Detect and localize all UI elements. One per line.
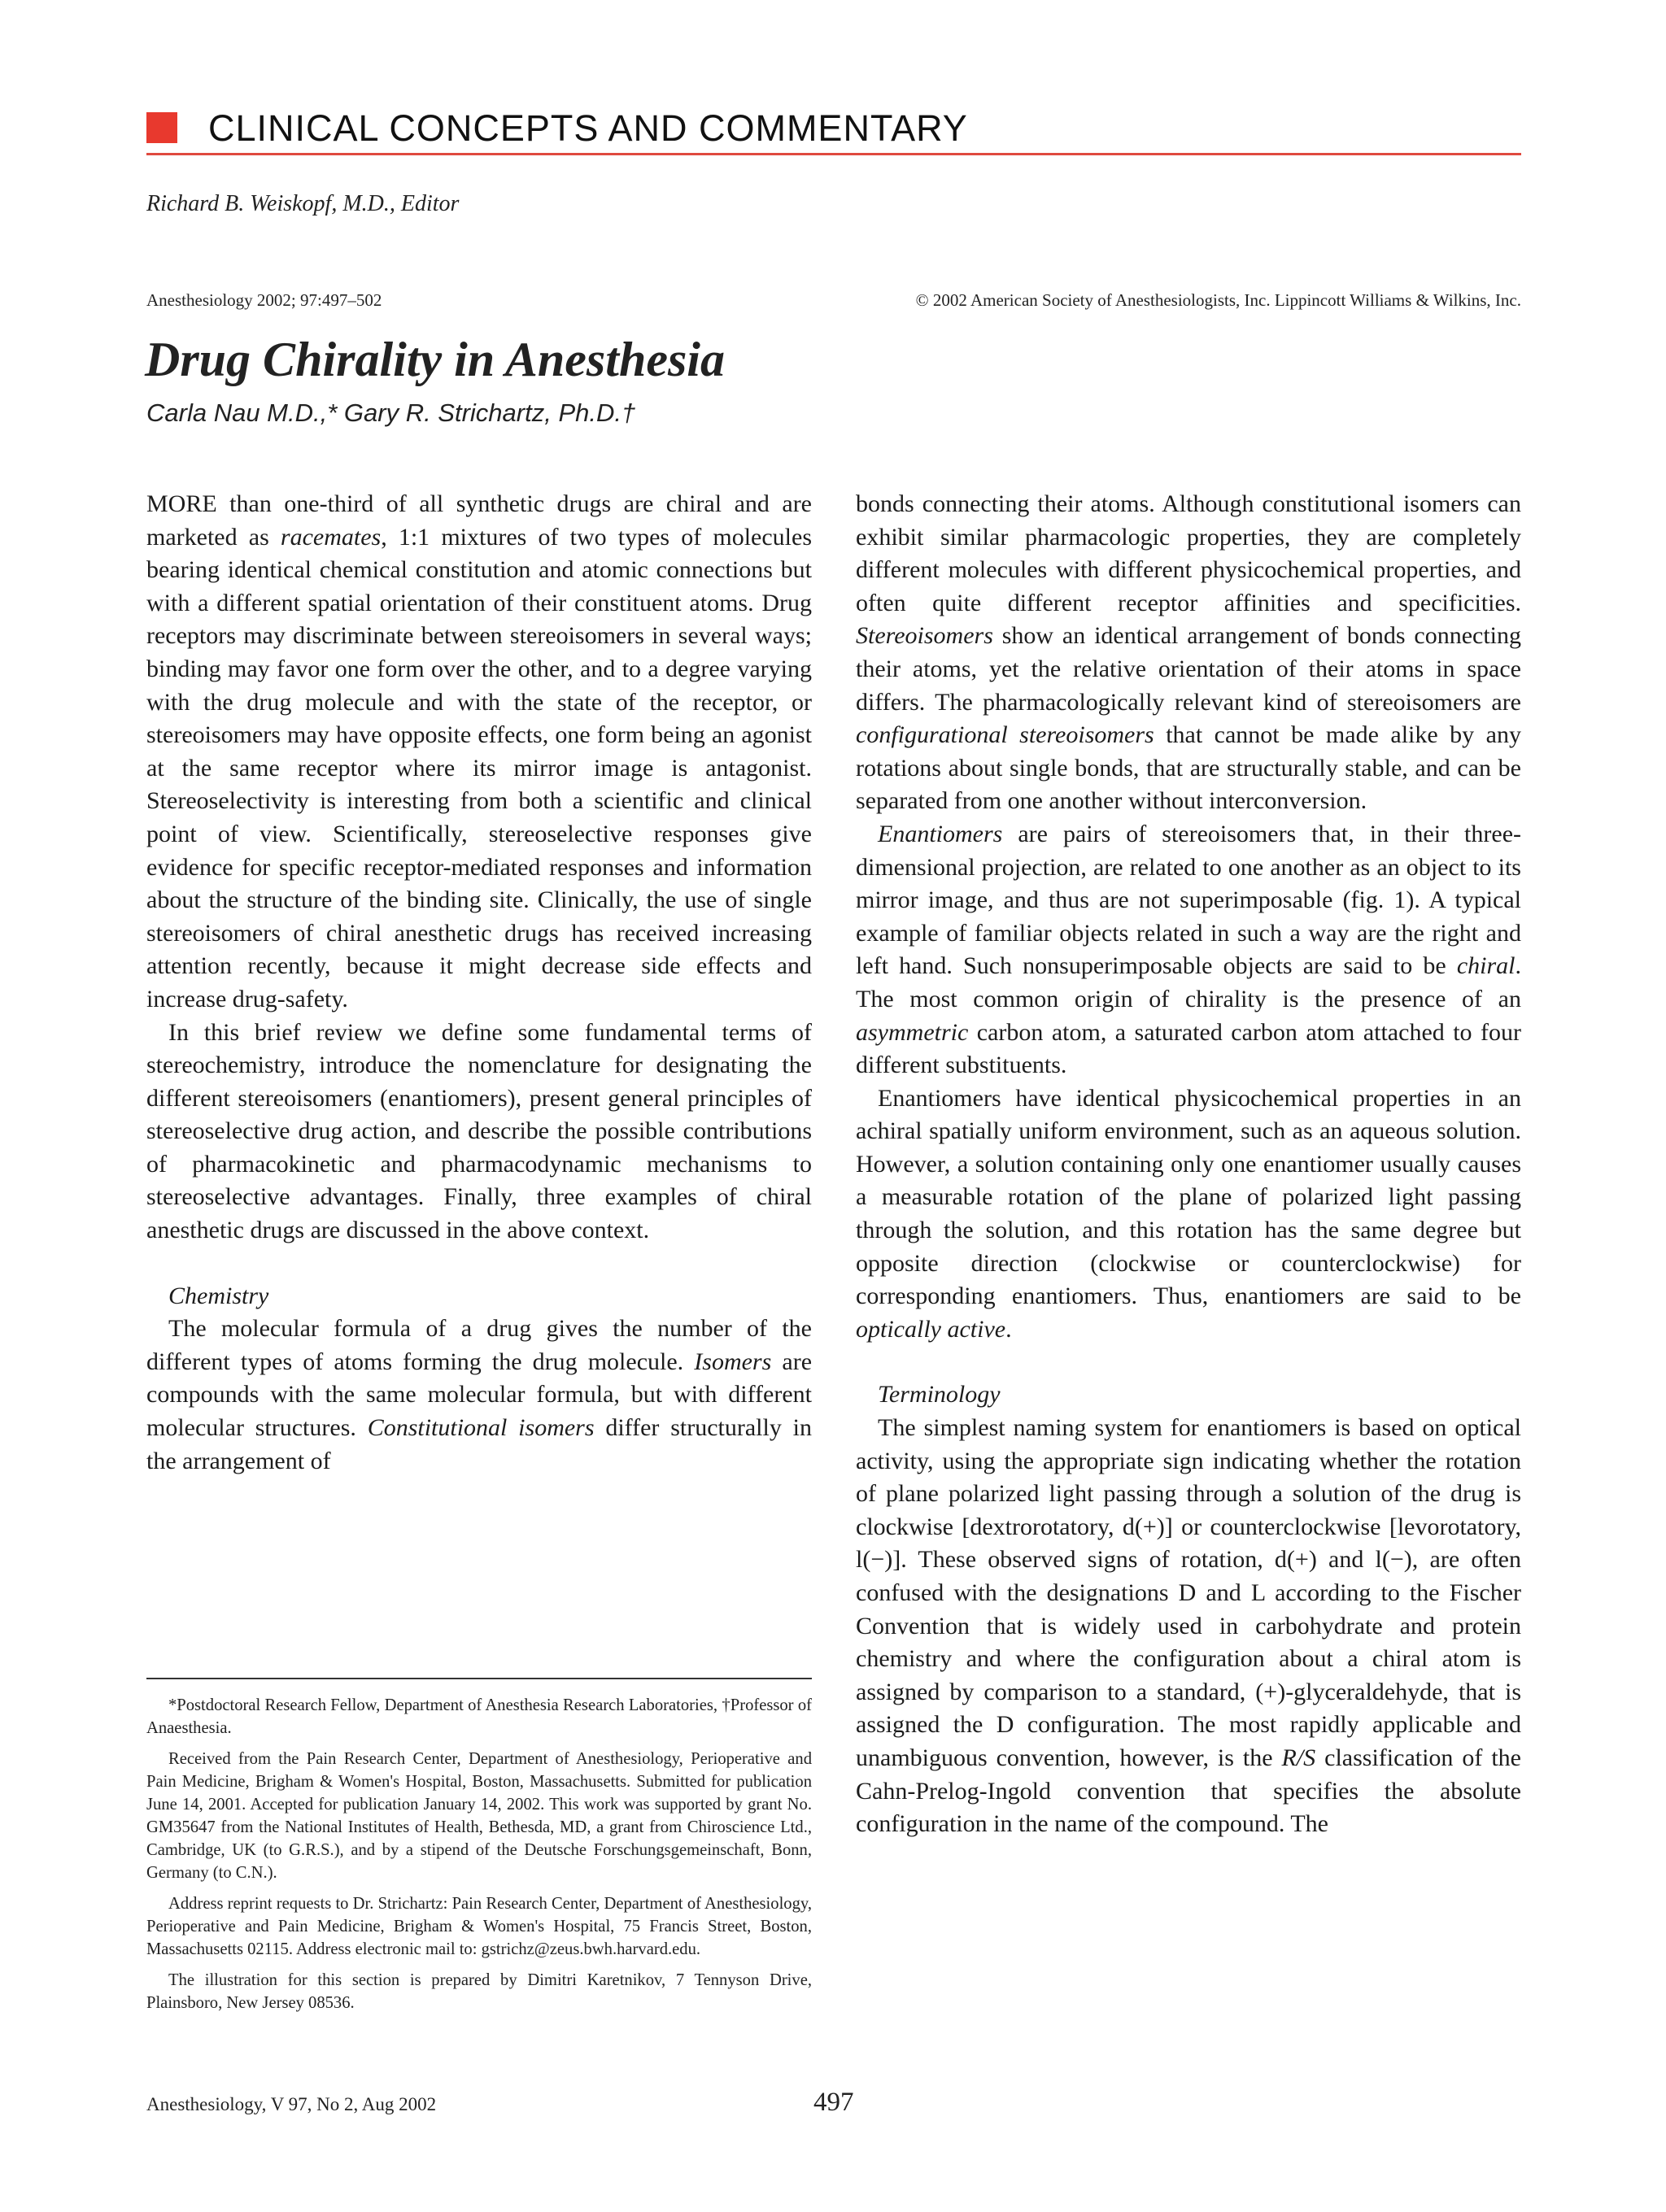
review-scope-paragraph: In this brief review we define some fundamental terms of stereochemistry, introduce the nomenclature for designating the different stereoisomers (enantiomers), present general principles of stereoselective drug action, and describe the possible contributions of pharmacokinetic and pharmacodynamic mechanisms to stereoselective advantages. Finally, three examples of chiral anesthetic drugs are discussed in the above context. [146, 1018, 812, 1244]
terminology-paragraph: The simplest naming system for enantiomers is based on optical activity, using the appropriate sign indicating whether the rotation of plane polarized light passing through a solution of the drug is clockwise [dextrorotatory, d(+)] or counterclockwise [levorotatory, l(−)]. These observed signs of rotation, d(+) and l(−), are often confused with the designations D and L according to the Fischer Convention that is widely used in carbohydrate and protein chemistry and where the configuration about a chiral atom is assigned by comparison to a standard, (+)-glyceraldehyde, that is assigned the D configuration. The most rapidly applicable and unambiguous convention, however, is the R/S classification of the Cahn-Prelog-Ingold convention that specifies the absolute configuration in the name of the compound. The [856, 1414, 1521, 1838]
term-optically-active: optically active [856, 1315, 1006, 1343]
copyright-notice: © 2002 American Society of Anesthesiologists, Inc. Lippincott Williams & Wilkins, Inc. [915, 290, 1521, 310]
article-authors: Carla Nau M.D.,* Gary R. Strichartz, Ph.D.† [146, 398, 636, 427]
article-title: Drug Chirality in Anesthesia [145, 333, 725, 386]
chemistry-paragraph: The molecular formula of a drug gives the number of the different types of atoms forming the drug molecule. Isomers are compounds with the same molecular formula, but with different molecular structures. Constitutional isomers differ structurally in the arrangement of [146, 1315, 813, 1474]
term-racemates: racemates [280, 523, 382, 551]
right-column [856, 488, 1521, 1841]
footer-journal: Anesthesiology, V 97, No 2, Aug 2002 [146, 2094, 437, 2114]
section-title: CLINICAL CONCEPTS AND COMMENTARY [208, 107, 968, 149]
term-enantiomers: Enantiomers [878, 820, 1003, 847]
term-configurational-stereoisomers: configurational stereoisomers [856, 721, 1154, 749]
heading-chemistry: Chemistry [168, 1282, 269, 1309]
enantiomers-paragraph: Enantiomers are pairs of stereoisomers that, in their three-dimensional projection, are related to one another as an object to its mirror image, and thus are not superimposable (fig. 1). A typical example of familiar objects related in such a way are the right and left hand. Such nonsuperimposable objects are said to be chiral. The most common origin of chirality is the presence of an asymmetric carbon atom, a saturated carbon atom attached to four different substituents. [856, 820, 1521, 1079]
intro-paragraph: MORE than one-third of all synthetic drugs are chiral and are marketed as racemates, 1:1 mixtures of two types of molecules bearing identical chemical constitution and atomic connections but with a different spatial orientation of their constituent atoms. Drug receptors may discriminate between stereoisomers in several ways; binding may favor one form over the other, and to a degree varying with the drug molecule and with the state of the receptor, or stereoisomers may have opposite effects, one form being an agonist at the same receptor where its mirror image is antagonist. Stereoselectivity is interesting from both a scientific and clinical point of view. Scientifically, stereoselective responses give evidence for specific receptor-mediated responses and information about the structure of the binding site. Clinically, the use of single stereoisomers of chiral anesthetic drugs has received increasing attention recently, because it might decrease side effects and increase drug-safety. [146, 490, 812, 1012]
term-asymmetric: asymmetric [856, 1018, 969, 1046]
editor-line: Richard B. Weiskopf, M.D., Editor [146, 191, 460, 216]
term-constitutional-isomers: Constitutional isomers [367, 1414, 595, 1442]
journal-citation: Anesthesiology 2002; 97:497–502 [146, 290, 382, 310]
page-number: 497 [813, 2088, 854, 2117]
term-isomers: Isomers [694, 1348, 772, 1375]
footnote-affiliations: *Postdoctoral Research Fellow, Department of Anesthesia Research Laboratories, †Professor of Anaesthesia. [146, 1696, 812, 1737]
footnote-divider [146, 1678, 812, 1679]
stereoisomers-paragraph: bonds connecting their atoms. Although constitutional isomers can exhibit similar pharmacologic properties, they are completely different molecules with different physicochemical properties, and often quite different receptor affinities and specificities. Stereoisomers show an identical arrangement of bonds connecting their atoms, yet the relative orientation of their atoms in space differs. The pharmacologically relevant kind of stereoisomers are configurational stereoisomers that cannot be made alike by any rotations about single bonds, that are structurally stable, and can be separated from one another without interconversion. [856, 490, 1521, 815]
footnote-illustration: The illustration for this section is prepared by Dimitri Karetnikov, 7 Tennyson Drive, Plainsboro, New Jersey 08536. [146, 1971, 812, 2012]
term-rs: R/S [1281, 1744, 1316, 1771]
section-marker-icon [146, 112, 177, 143]
footnotes [146, 1694, 812, 2023]
footnote-reprints: Address reprint requests to Dr. Strichartz: Pain Research Center, Department of Anesthesiology, Perioperative and Pain Medicine, Brigham & Women's Hospital, 75 Francis Street, Boston, Massachusetts 02115. Address electronic mail to: gstrichz@zeus.bwh.harvard.edu. [146, 1895, 812, 1958]
left-column [146, 488, 812, 1478]
heading-terminology: Terminology [878, 1381, 1001, 1409]
optical-activity-paragraph: Enantiomers have identical physicochemical properties in an achiral spatially uniform environment, such as an aqueous solution. However, a solution containing only one enantiomer usually causes a measurable rotation of the plane of polarized light passing through the solution, and this rotation has the same degree but opposite direction (clockwise or counterclockwise) for corresponding enantiomers. Thus, enantiomers are said to be optically active. [856, 1084, 1521, 1343]
section-banner [146, 107, 1521, 155]
footnote-received: Received from the Pain Research Center, Department of Anesthesiology, Perioperative and Pain Medicine, Brigham & Women's Hospital, Boston, Massachusetts. Submitted for publication June 14, 2001. Accepted for publication January 14, 2002. This work was supported by grant No. GM35647 from the National Institutes of Health, Bethesda, MD, a grant from Chiroscience Ltd., Cambridge, UK (to G.R.S.), and by a stipend of the Deutsche Forschungsgemeinschaft, Bonn, Germany (to C.N.). [146, 1750, 812, 1882]
term-chiral: chiral [1456, 952, 1516, 980]
term-stereoisomers: Stereoisomers [856, 622, 993, 650]
